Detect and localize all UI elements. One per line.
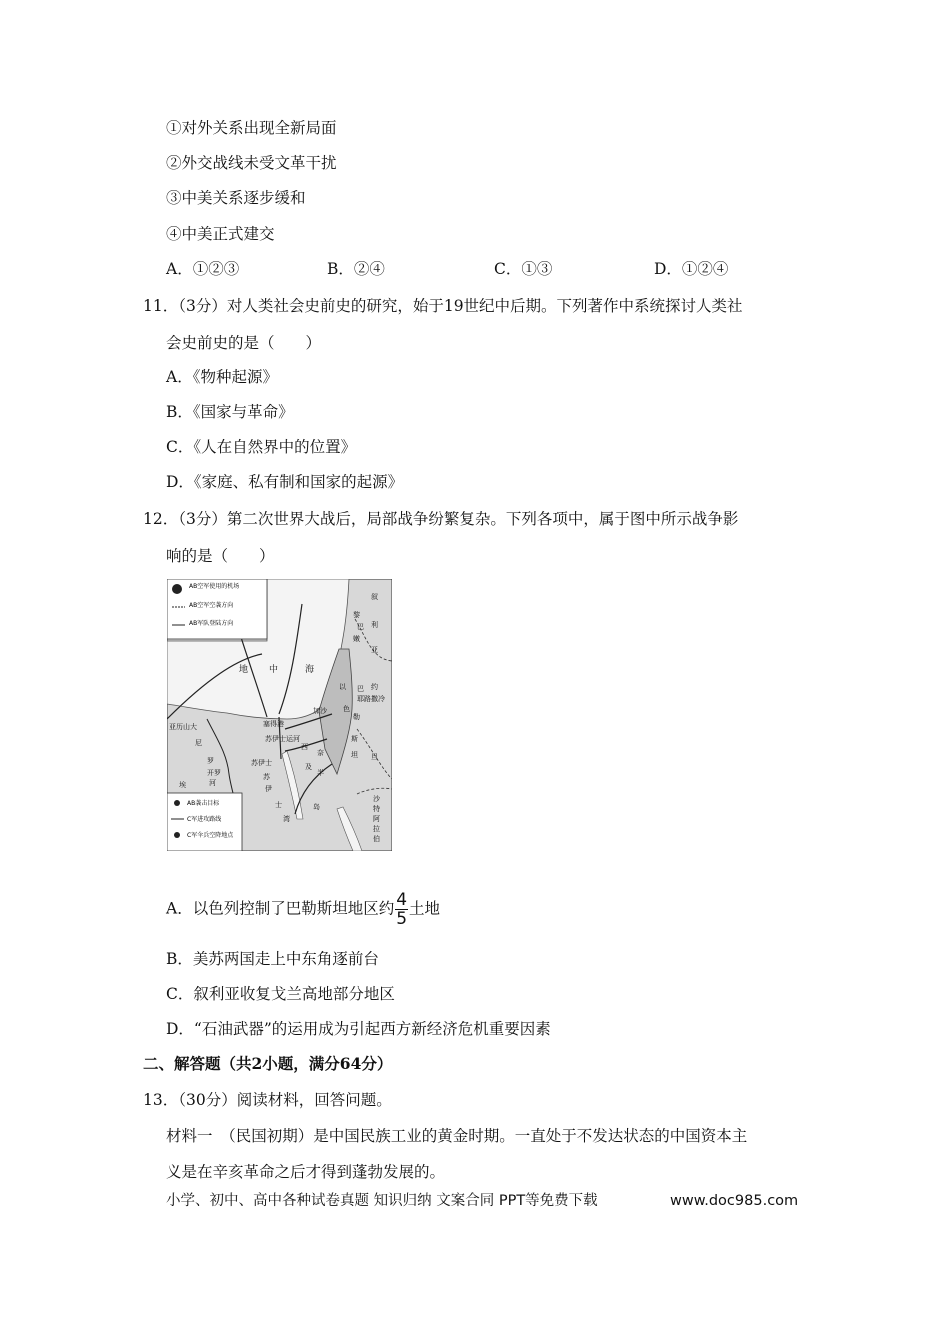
footer-url[interactable]: www.doc985.com [670, 1193, 799, 1209]
q11-option-b: B．《国家与革命》 [166, 403, 294, 421]
map-label: 西 [301, 743, 308, 751]
map-label: 斯 [351, 735, 358, 743]
map-label: 巴 [357, 623, 364, 631]
map-label: 利 [371, 621, 378, 629]
q10-option-b: B．②④ [327, 260, 385, 278]
q10-statement-1: ①对外关系出现全新局面 [166, 119, 337, 137]
q12-option-d: D．“石油武器”的运用成为引起西方新经济危机重要因素 [166, 1020, 551, 1038]
map-label: 伊 [265, 785, 272, 793]
map-label: 以 [339, 683, 346, 691]
map-label: 亚 [371, 646, 378, 654]
legend-attack-route: C军进攻路线 [187, 816, 222, 823]
map-label: 勒 [353, 713, 360, 721]
q10-statement-2: ②外交战线未受文革干扰 [166, 154, 337, 172]
map-label: 耶路撒冷 [357, 695, 385, 703]
map-label: 中 [269, 665, 279, 675]
map-label: 奈 [317, 749, 324, 757]
map-label: 沙 [373, 795, 380, 803]
map-label: 苏 [263, 773, 270, 781]
map-label: 特 [373, 805, 380, 813]
map-label: 伯 [373, 835, 380, 843]
map-label: 拉 [373, 825, 380, 833]
map-label: 加沙 [313, 707, 327, 715]
footer-text: 小学、初中、高中各种试卷真题 知识归纳 文案合同 PPT等免费下载 [166, 1193, 598, 1209]
map-label: 阿 [373, 815, 380, 823]
q11-option-d: D．《家庭、私有制和国家的起源》 [166, 473, 404, 491]
q11-option-a: A．《物种起源》 [166, 368, 278, 386]
map-label: 岛 [313, 803, 320, 811]
q12-option-a [166, 891, 440, 928]
q12-option-b: B．美苏两国走上中东角逐前台 [166, 950, 379, 968]
legend-airfield: AB空军使用的机场 [189, 583, 240, 590]
legend-paratroop: C军伞兵空降地点 [187, 832, 234, 839]
q13-material1-line2: 义是在辛亥革命之后才得到蓬勃发展的。 [166, 1163, 446, 1181]
map-label: 亚历山大 [169, 723, 197, 731]
q12-stem-line2: 响的是（ ） [166, 547, 275, 565]
q10-option-d: D．①②④ [654, 260, 729, 278]
war-map [167, 579, 392, 851]
q12-option-a-suffix: 土地 [409, 899, 441, 918]
map-label: 海 [305, 665, 315, 675]
q12-option-a-text: A．以色列控制了巴勒斯坦地区约 [166, 899, 395, 918]
map-label: 约 [371, 683, 378, 691]
map-label: 苏伊士 [251, 759, 272, 767]
map-label: 及 [305, 763, 312, 771]
map-label: 开罗 [207, 769, 221, 777]
map-label: 河 [209, 779, 216, 787]
map-label: 巴 [357, 685, 364, 693]
q10-option-c: C．①③ [494, 260, 553, 278]
q13-material1-line1: 材料一 （民国初期）是中国民族工业的黄金时期。一直处于不发达状态的中国资本主 [166, 1127, 748, 1145]
map-label: 地 [239, 665, 249, 675]
q10-statement-3: ③中美关系逐步缓和 [166, 189, 306, 207]
fraction-denominator: 5 [396, 909, 408, 929]
q12-stem-line1: 12．（3分）第二次世界大战后，局部战争纷繁复杂。下列各项中，属于图中所示战争影 [143, 510, 739, 528]
q11-option-c: C．《人在自然界中的位置》 [166, 438, 357, 456]
q11-stem-line2: 会史前史的是（ ） [166, 334, 322, 352]
q11-stem-line1: 11．（3分）对人类社会史前史的研究，始于19世纪中后期。下列著作中系统探讨人类社 [143, 297, 743, 315]
legend-targets: AB袭击目标 [187, 800, 220, 807]
map-label: 色 [343, 705, 350, 713]
map-label: 埃 [179, 781, 186, 789]
legend-landing: AB军队登陆方向 [189, 620, 234, 627]
legend-air-raid: AB空军空袭方向 [189, 602, 234, 609]
map-label: 嫩 [353, 635, 360, 643]
map-label: 尼 [195, 739, 202, 747]
fraction-four-fifths [395, 891, 408, 928]
map-label: 士 [275, 801, 282, 809]
map-label: 黎 [353, 611, 360, 619]
map-label: 苏伊士运河 [265, 735, 300, 743]
q10-option-a: A．①②③ [166, 260, 240, 278]
map-label: 坦 [351, 751, 358, 759]
section-2-title: 二、解答题（共2小题，满分64分） [143, 1054, 393, 1073]
q13-stem: 13．（30分）阅读材料，回答问题。 [143, 1091, 392, 1109]
fraction-numerator: 4 [396, 890, 408, 910]
map-label: 湾 [283, 815, 290, 823]
map-label: 叙 [371, 593, 378, 601]
q10-statement-4: ④中美正式建交 [166, 225, 275, 243]
q12-option-c: C．叙利亚收复戈兰高地部分地区 [166, 985, 395, 1003]
map-label: 塞得港 [263, 720, 284, 728]
map-label: 罗 [207, 757, 214, 765]
map-label: 半 [317, 769, 324, 777]
map-label: 旦 [371, 753, 378, 761]
